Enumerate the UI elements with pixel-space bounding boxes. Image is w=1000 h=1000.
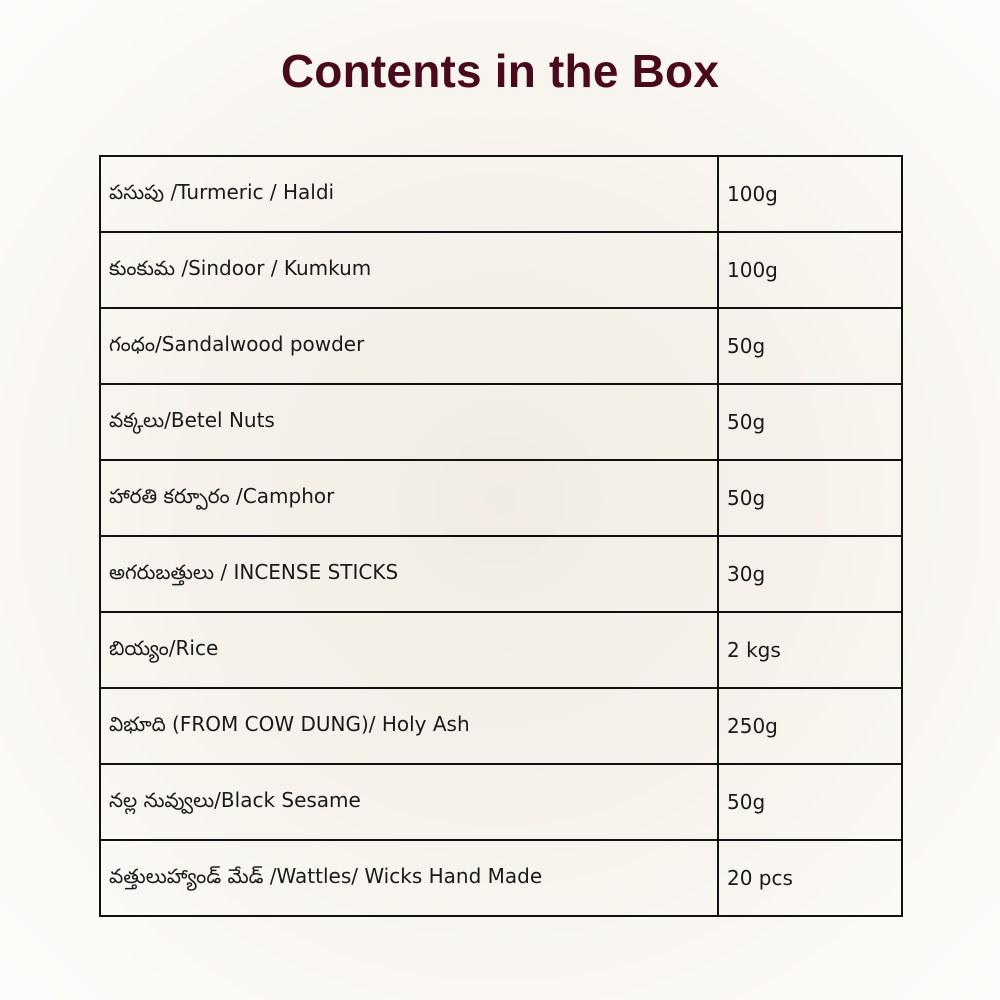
table-row: [100, 232, 902, 308]
item-quantity-cell: 30g: [718, 536, 902, 612]
table-row: [100, 536, 902, 612]
table-row: [100, 384, 902, 460]
table-row: [100, 460, 902, 536]
item-name-cell: అగరుబత్తులు / INCENSE STICKS: [100, 536, 718, 612]
table-row: [100, 308, 902, 384]
item-name-cell: బియ్యం/Rice: [100, 612, 718, 688]
item-name-cell: గంధం/Sandalwood powder: [100, 308, 718, 384]
item-quantity-cell: 50g: [718, 308, 902, 384]
item-name-cell: వత్తులుహ్యాండ్ మేడ్ /Wattles/ Wicks Hand Made: [100, 840, 718, 916]
table-row: [100, 840, 902, 916]
item-quantity-cell: 20 pcs: [718, 840, 902, 916]
item-quantity-cell: 100g: [718, 232, 902, 308]
page-title: Contents in the Box: [280, 45, 720, 97]
contents-table: [99, 155, 903, 917]
item-name-cell: వక్కలు/Betel Nuts: [100, 384, 718, 460]
item-quantity-cell: 250g: [718, 688, 902, 764]
table-row: [100, 612, 902, 688]
table-row: [100, 764, 902, 840]
table-row: [100, 688, 902, 764]
item-quantity-cell: 50g: [718, 384, 902, 460]
item-quantity-cell: 2 kgs: [718, 612, 902, 688]
item-quantity-cell: 50g: [718, 764, 902, 840]
item-quantity-cell: 100g: [718, 156, 902, 232]
table-row: [100, 156, 902, 232]
item-name-cell: విభూది (FROM COW DUNG)/ Holy Ash: [100, 688, 718, 764]
item-name-cell: పసుపు /Turmeric / Haldi: [100, 156, 718, 232]
item-quantity-cell: 50g: [718, 460, 902, 536]
item-name-cell: నల్ల నువ్వులు/Black Sesame: [100, 764, 718, 840]
item-name-cell: కుంకుమ /Sindoor / Kumkum: [100, 232, 718, 308]
item-name-cell: హారతి కర్పూరం /Camphor: [100, 460, 718, 536]
